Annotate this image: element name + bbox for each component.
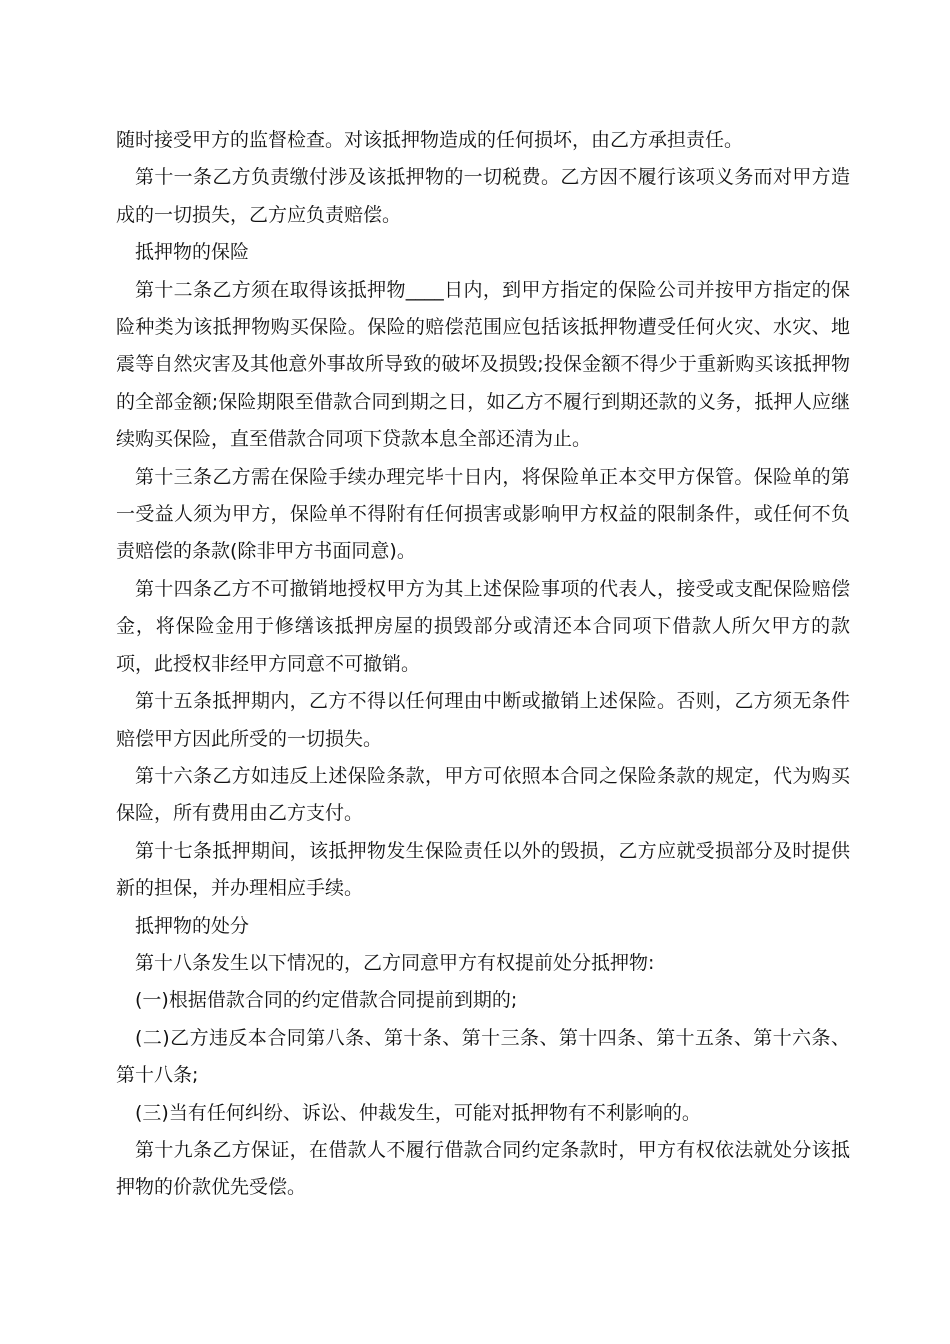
paragraph-continuation: 随时接受甲方的监督检查。对该抵押物造成的任何损坏，由乙方承担责任。 <box>116 129 744 151</box>
paragraph-article-16: 第十六条乙方如违反上述保险条款，甲方可依照本合同之保险条款的规定，代为购买保险，所有费用由乙方支付。 <box>116 764 850 825</box>
list-item-2: (二)乙方违反本合同第八条、第十条、第十三条、第十四条、第十五条、第十六条、第十八条; <box>116 1026 850 1087</box>
document-body <box>116 122 850 1207</box>
paragraph-article-13: 第十三条乙方需在保险手续办理完毕十日内，将保险单正本交甲方保管。保险单的第一受益人须为甲方，保险单不得附有任何损害或影响甲方权益的限制条件，或任何不负责赔偿的条款(除非甲方书面同意)。 <box>116 465 850 563</box>
list-item-1: (一)根据借款合同的约定借款合同提前到期的; <box>135 989 518 1012</box>
list-item-3: (三)当有任何纠纷、诉讼、仲裁发生，可能对抵押物有不利影响的。 <box>135 1101 701 1124</box>
section-heading-insurance: 抵押物的保险 <box>135 241 250 264</box>
paragraph-article-19: 第十九条乙方保证，在借款人不履行借款合同约定条款时，甲方有权依法就处分该抵押物的价款优先受偿。 <box>116 1138 850 1199</box>
section-heading-disposal: 抵押物的处分 <box>135 914 250 937</box>
paragraph-article-17: 第十七条抵押期间，该抵押物发生保险责任以外的毁损，乙方应就受损部分及时提供新的担保，并办理相应手续。 <box>116 839 850 900</box>
paragraph-article-14: 第十四条乙方不可撤销地授权甲方为其上述保险事项的代表人，接受或支配保险赔偿金，将保险金用于修缮该抵押房屋的损毁部分或清还本合同项下借款人所欠甲方的款项，此授权非经甲方同意不可撤销。 <box>116 577 850 675</box>
paragraph-article-18: 第十八条发生以下情况的，乙方同意甲方有权提前处分抵押物: <box>135 951 655 974</box>
paragraph-article-12: 第十二条乙方须在取得该抵押物____日内，到甲方指定的保险公司并按甲方指定的保险种类为该抵押物购买保险。保险的赔偿范围应包括该抵押物遭受任何火灾、水灾、地震等自然灾害及其他意外事故所导致的破坏及损毁;投保金额不得少于重新购买该抵押物的全部金额;保险期限至借款合同到期之日，如乙方不履行到期还款的义务，抵押人应继续购买保险，直至借款合同项下贷款本息全部还清为止。 <box>116 278 850 451</box>
paragraph-article-15: 第十五条抵押期内，乙方不得以任何理由中断或撤销上述保险。否则，乙方须无条件赔偿甲方因此所受的一切损失。 <box>116 690 850 750</box>
paragraph-article-11: 第十一条乙方负责缴付涉及该抵押物的一切税费。乙方因不履行该项义务而对甲方造成的一切损失，乙方应负责赔偿。 <box>116 166 850 226</box>
